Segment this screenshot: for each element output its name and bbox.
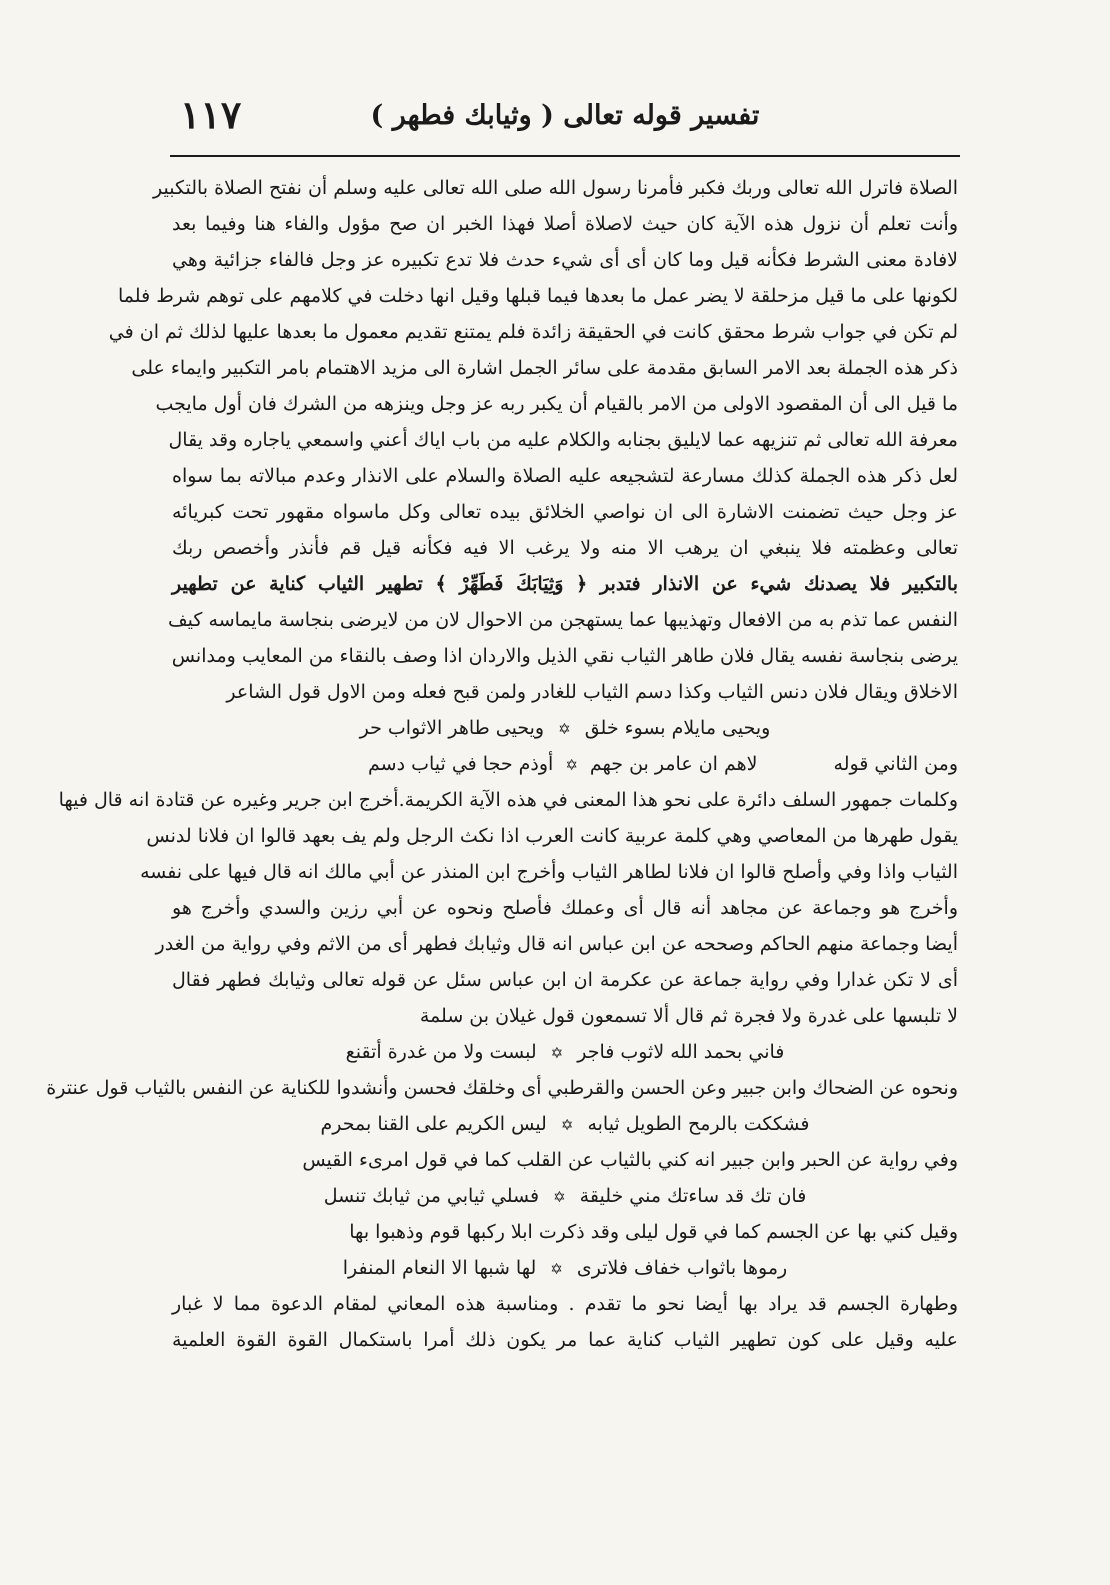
text-line: النفس عما تذم به من الافعال وتهذيبها عما يستهجن من الاحوال لان من لايرضى بنجاسة مايماسه كيف [168,609,958,631]
text-line-with-verse [172,746,958,782]
star-separator-icon: ✡ [550,1260,563,1278]
verse-hemistich-second: لها شبها الا النعام المنفرا [342,1257,537,1279]
text-line: الصلاة فاترل الله تعالى وربك فكبر فأمرنا رسول الله صلى الله تعالى عليه وسلم أن نفتح الصلاة بالتكبير [153,177,958,199]
verse-hemistich-second: فسلي ثيابي من ثيابك تنسل [323,1185,540,1207]
verse-hemistich-first: ويحيى مايلام بسوء خلق [584,717,771,739]
text-line: لافادة معنى الشرط فكأنه قيل وما كان أى أى شيء حدث فلا تدع تكبيره عز وجل فالفاء جزائية وهي [172,249,958,271]
text-line: وأخرج هو وجماعة عن مجاهد أنه قال أى وعملك فأصلح ونحوه عن أبي رزين والسدي وأخرج هو [172,897,958,919]
verse-intro: ومن الثاني قوله [833,753,958,775]
verse-hemistich-first: فاني بحمد الله لاثوب فاجر [577,1041,785,1063]
poetry-verse-5 [172,1178,958,1214]
star-separator-icon: ✡ [560,1116,574,1134]
text-line: تعالى وعظمته فلا ينبغي ان يرهب الا منه ولا يرغب الا فيه فكأنه قيل قم فأنذر وأخصص ربك [172,537,958,559]
verse-hemistich-second: أوذم حجا في ثياب دسم [368,753,554,775]
verse-hemistich-first: رموها باثواب خفاف فلاترى [576,1257,788,1279]
text-line: الثياب واذا وفي وأصلح قالوا ان فلانا لطاهر الثياب وأخرج ابن المنذر عن أبي مالك انه قال فيها على نفسه [140,861,958,883]
poetry-verse-4 [172,1106,958,1142]
poetry-verse-1 [172,710,958,746]
text-line: الاخلاق ويقال فلان دنس الثياب وكذا دسم الثياب للغادر ولمن قبح فعله ومن الاول قول الشاعر [226,681,958,703]
running-title: تفسير قوله تعالى ( وثيابك فطهر ) [370,100,760,131]
text-line: معرفة الله تعالى ثم تنزيهه عما لايليق بجنابه والكلام عليه من باب اياك أعني واسمعي ياجاره وقد يقال [168,429,958,451]
text-line: وطهارة الجسم قد يراد بها أيضا نحو ما تقدم . ومناسبة هذه المعاني لمقام الدعوة مما لا غبار [172,1293,958,1315]
text-line: وكلمات جمهور السلف دائرة على نحو هذا المعنى في هذه الآية الكريمة.أخرج ابن جرير وغيره عن قتادة انه قال فيها [58,789,958,811]
text-line-quran-verse: بالتكبير فلا يصدنك شيء عن الانذار فتدبر ﴿ وَثِيَابَكَ فَطَهِّرْ ﴾ تطهير الثياب كناية عن تطهير [172,573,958,595]
page-header [170,92,960,152]
text-line: لا تلبسها على غدرة ولا فجرة ثم قال ألا تسمعون قول غيلان بن سلمة [419,1005,958,1027]
text-line: لكونها على ما قيل مزحلقة لا يضر عمل ما بعدها فيما قبلها وقيل انها دخلت في كلامهم على توهم شرط فلما [118,285,958,307]
poetry-verse-2 [368,746,757,783]
text-line: أى لا تكن غدارا وفي رواية جماعة عن عكرمة ان ابن عباس سئل عن قوله تعالى وثيابك فطهر فقال [172,969,958,991]
text-line: أيضا وجماعة منهم الحاكم وصححه عن ابن عباس انه قال وثيابك فطهر أى من الاثم وفي رواية من الغدر [155,933,958,955]
text-line: ذكر هذه الجملة بعد الامر السابق مقدمة على سائر الجمل اشارة الى مزيد الاهتمام بامر التكبير وايماء على [131,357,958,379]
star-separator-icon: ✡ [553,1188,566,1206]
text-line: وفي رواية عن الحبر وابن جبير انه كني بالثياب عن القلب كما في قول امرىء القيس [302,1149,958,1171]
star-separator-icon: ✡ [558,720,571,738]
star-separator-icon: ✡ [550,1044,564,1062]
body-text [46,170,958,1358]
header-rule [170,155,960,157]
verse-hemistich-first: فشككت بالرمح الطويل ثيابه [587,1113,810,1135]
verse-hemistich-first: لاهم ان عامر بن جهم [589,753,758,775]
text-line: لم تكن في جواب شرط محقق كانت في الحقيقة زائدة فلم يمتنع تقديم معمول ما بعدها عليها لذلك ثم ان في [108,321,958,343]
text-line: عليه وقيل على كون تطهير الثياب كناية عما مر يكون ذلك أمرا باستكمال القوة القوة العلمية [172,1329,958,1351]
text-line: ونحوه عن الضحاك وابن جبير وعن الحسن والقرطبي أى وخلقك فحسن وأنشدوا للكناية عن النفس بالثياب قول عنترة [46,1077,958,1099]
text-line: يقول طهرها من المعاصي وهي كلمة عربية كانت العرب اذا نكث الرجل ولم يف بعهد قالوا ان فلانا لدنس [146,825,958,847]
text-line: لعل ذكر هذه الجملة كذلك مسارعة لتشجيعه عليه الصلاة والسلام على الانذار وعدم مبالاته بما سواه [172,465,958,487]
poetry-verse-3 [172,1034,958,1070]
text-line: عز وجل حيث تضمنت الاشارة الى ان نواصي الخلائق بيده تعالى وكل ماسواه مقهور تحت كبريائه [172,501,958,523]
text-line: وأنت تعلم أن نزول هذه الآية كان حيث لاصلاة أصلا فهذا الخبر ان صح مؤول والفاء هنا وفيما بعد [172,213,958,235]
verse-hemistich-second: ليس الكريم على القنا بمحرم [320,1113,547,1135]
verse-hemistich-first: فان تك قد ساءتك مني خليقة [579,1185,807,1207]
text-line: يرضى بنجاسة نفسه يقال فلان طاهر الثياب نقي الذيل والاردان اذا وصف بالنقاء من المعايب ومدانس [171,645,958,667]
poetry-verse-6 [172,1250,958,1286]
verse-hemistich-second: لبست ولا من غدرة أتقنع [345,1041,537,1063]
text-line: ما قيل الى أن المقصود الاولى من الامر بالقيام أن يكبر ربه عز وجل وينزهه من الشرك فان أول مايجب [155,393,958,415]
text-line: وقيل كني بها عن الجسم كما في قول ليلى وقد ذكرت ابلا ركبها قوم وذهبوا بها [349,1221,958,1243]
star-separator-icon: ✡ [565,756,578,774]
page-number: ١١٧ [180,92,242,137]
verse-hemistich-second: ويحيى طاهر الاثواب حر [359,717,545,739]
